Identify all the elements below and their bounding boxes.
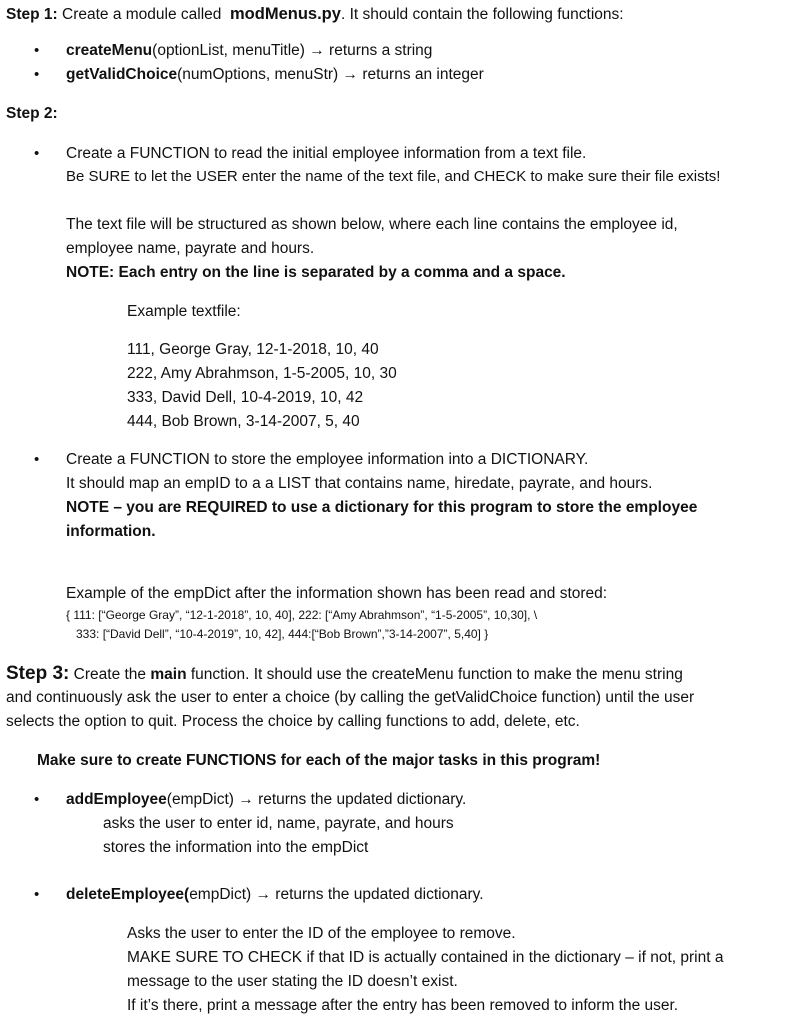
step2-bullet2-note2: information. bbox=[66, 523, 156, 540]
step1-module-name: modMenus.py bbox=[230, 5, 341, 23]
step2-bullet1-line1: Create a FUNCTION to read the initial employee information from a text file. bbox=[66, 145, 587, 162]
bullet: • bbox=[34, 66, 40, 83]
example-line: 444, Bob Brown, 3-14-2007, 5, 40 bbox=[127, 413, 360, 430]
delete-employee-desc4: If it’s there, print a message after the entry has been removed to inform the user. bbox=[127, 997, 679, 1014]
function-name: getValidChoice bbox=[66, 66, 178, 83]
delete-employee-desc3: message to the user stating the ID doesn’t exist. bbox=[127, 973, 458, 990]
step2-bullet1-line4: employee name, payrate and hours. bbox=[66, 240, 315, 257]
bullet: • bbox=[34, 42, 40, 59]
function-signature: (numOptions, menuStr) → returns an integer bbox=[177, 66, 484, 83]
step3-main-word: main bbox=[150, 666, 187, 683]
add-employee-item bbox=[66, 790, 466, 810]
function-name: createMenu bbox=[66, 42, 153, 59]
dict-example-line2: 333: [“David Dell”, “10-4-2019”, 10, 42], 444:[“Bob Brown”,”3-14-2007”, 5,40] } bbox=[76, 627, 489, 641]
bullet: • bbox=[34, 886, 40, 903]
function-signature: empDict) → returns the updated dictionary. bbox=[189, 886, 484, 903]
step3-line2: and continuously ask the user to enter a choice (by calling the getValidChoice function) until the user bbox=[6, 689, 695, 706]
step1-function-item bbox=[66, 65, 484, 85]
dict-example-line1: { 111: [“George Gray”, “12-1-2018”, 10, 40], 222: [“Amy Abrahmson”, “1-5-2005”, 10,30], \ bbox=[66, 608, 538, 622]
function-name: deleteEmployee( bbox=[66, 886, 190, 903]
step1-heading bbox=[6, 4, 624, 25]
example-line: 222, Amy Abrahmson, 1-5-2005, 10, 30 bbox=[127, 365, 397, 382]
step2-bullet1-line2: Be SURE to let the USER enter the name of the text file, and CHECK to make sure their file exists! bbox=[66, 168, 721, 185]
function-name: addEmployee bbox=[66, 791, 167, 808]
step3-intro-after: function. It should use the createMenu function to make the menu string bbox=[186, 666, 683, 683]
step1-text-after: . It should contain the following functions: bbox=[340, 6, 624, 23]
step2-bullet2-line2: It should map an empID to a a LIST that contains name, hiredate, payrate, and hours. bbox=[66, 475, 653, 492]
step2-bullet2-line1: Create a FUNCTION to store the employee information into a DICTIONARY. bbox=[66, 451, 589, 468]
step3-intro-before: Create the bbox=[69, 666, 151, 683]
add-employee-desc2: stores the information into the empDict bbox=[103, 839, 369, 856]
example-textfile-label: Example textfile: bbox=[127, 303, 241, 320]
example-line: 333, David Dell, 10-4-2019, 10, 42 bbox=[127, 389, 364, 406]
bullet: • bbox=[34, 791, 40, 808]
step1-text-before: Create a module called bbox=[57, 6, 226, 23]
function-signature: (optionList, menuTitle) → returns a string bbox=[152, 42, 433, 59]
dict-intro: Example of the empDict after the information shown has been read and stored: bbox=[66, 585, 608, 602]
delete-employee-desc2: MAKE SURE TO CHECK if that ID is actually contained in the dictionary – if not, print a bbox=[127, 949, 724, 966]
delete-employee-desc1: Asks the user to enter the ID of the employee to remove. bbox=[127, 925, 516, 942]
step2-bullet2-note1: NOTE – you are REQUIRED to use a dictionary for this program to store the employee bbox=[66, 499, 698, 516]
bullet: • bbox=[34, 145, 40, 162]
bullet: • bbox=[34, 451, 40, 468]
function-signature: (empDict) → returns the updated dictionary. bbox=[166, 791, 467, 808]
step2-bullet1-line3: The text file will be structured as shown below, where each line contains the employee id, bbox=[66, 216, 678, 233]
step3-heading bbox=[6, 662, 683, 686]
step2-note: NOTE: Each entry on the line is separated by a comma and a space. bbox=[66, 264, 566, 281]
step3-line3: selects the option to quit. Process the choice by calling functions to add, delete, etc. bbox=[6, 713, 580, 730]
step3-label: Step 3: bbox=[6, 663, 70, 684]
step3-make-sure: Make sure to create FUNCTIONS for each of the major tasks in this program! bbox=[37, 752, 601, 769]
delete-employee-item bbox=[66, 885, 484, 905]
step1-label: Step 1: bbox=[6, 6, 58, 23]
step1-function-item bbox=[66, 41, 432, 61]
add-employee-desc1: asks the user to enter id, name, payrate, and hours bbox=[103, 815, 454, 832]
example-line: 111, George Gray, 12-1-2018, 10, 40 bbox=[127, 341, 379, 358]
step2-label: Step 2: bbox=[6, 105, 58, 122]
